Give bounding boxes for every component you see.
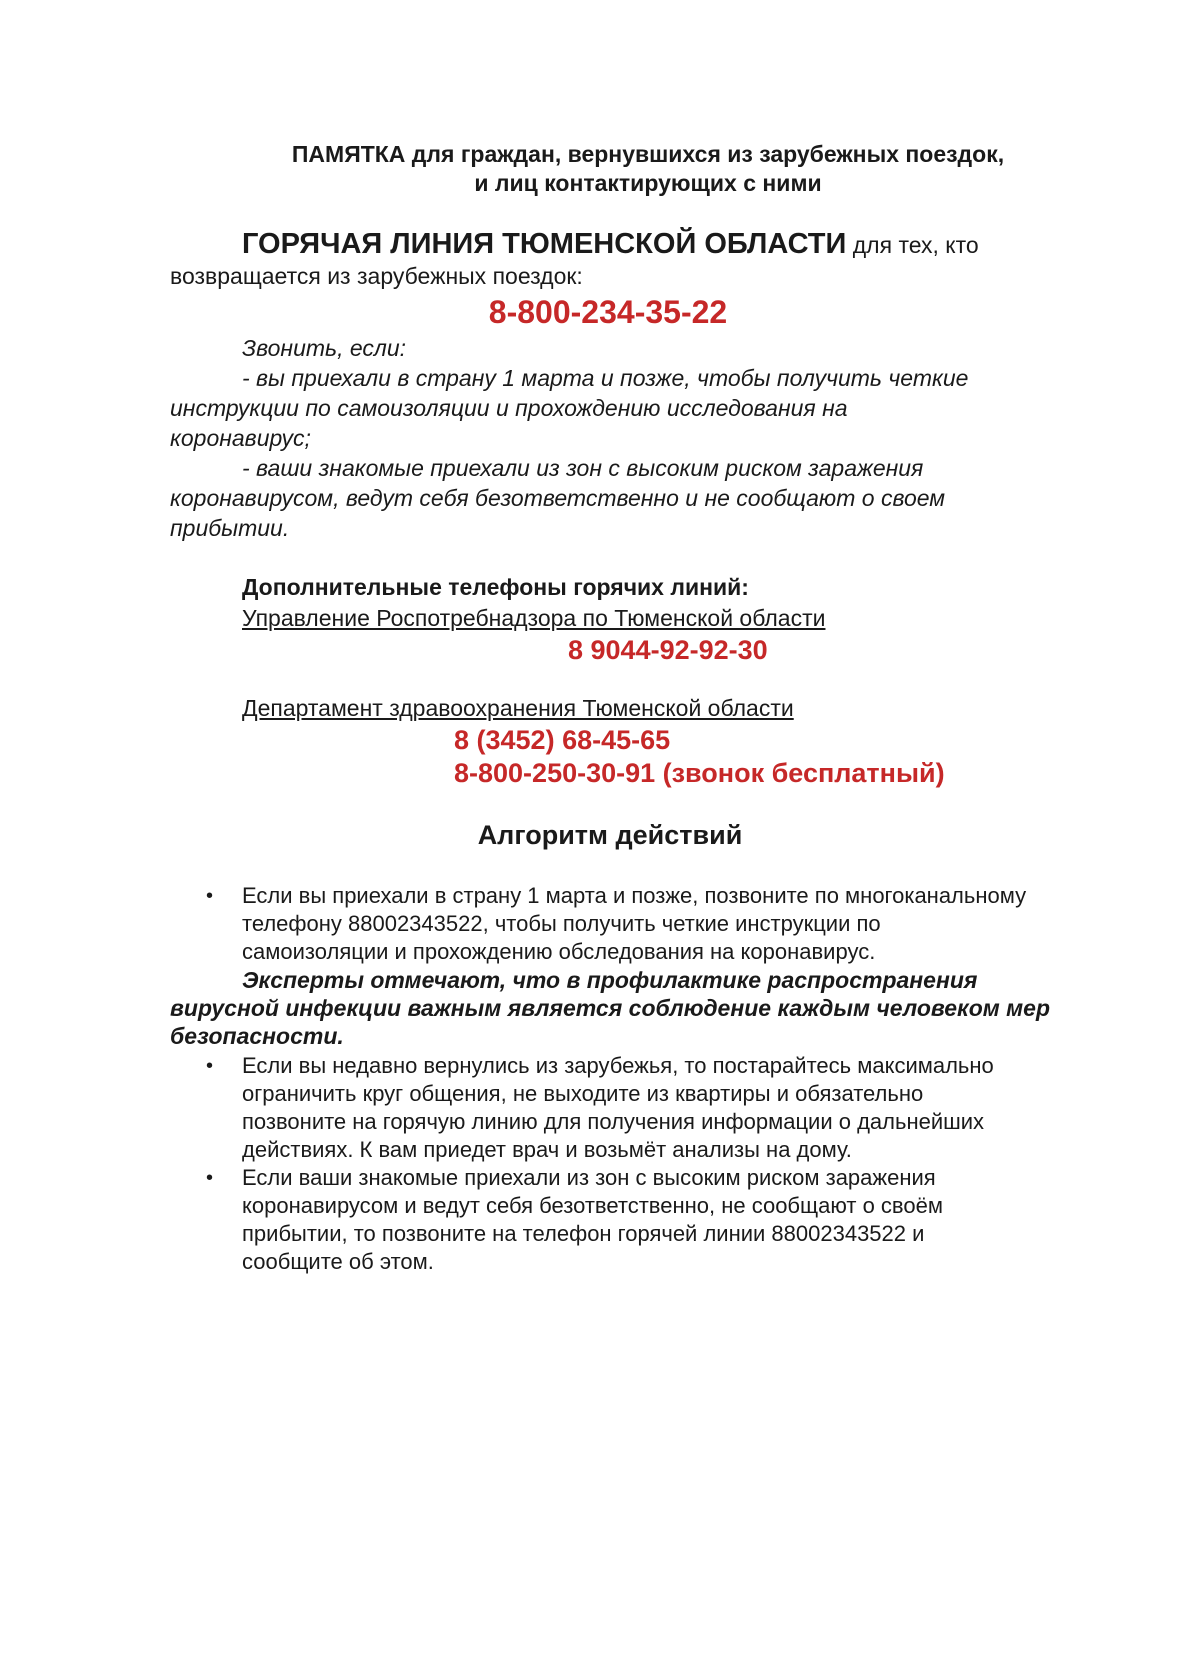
call-item-2-line-2: коронавирусом, ведут себя безответственно и не сообщают о своем	[170, 485, 946, 511]
org-health-phone-1[interactable]: 8 (3452) 68-45-65	[454, 725, 671, 755]
algorithm-heading: Алгоритм действий	[477, 820, 743, 850]
algorithm-item-1-line-1: Если вы приехали в страну 1 марта и позже, позвоните по многоканальному	[242, 883, 1027, 908]
experts-note	[170, 966, 1120, 1050]
bullet-icon: •	[206, 1055, 214, 1077]
algorithm-item-2-line-4: действиях. К вам приедет врач и возьмёт анализы на дому.	[242, 1137, 852, 1162]
extra-phones-section	[242, 572, 1082, 790]
org-health-phone-2[interactable]: 8-800-250-30-91 (звонок бесплатный)	[454, 758, 945, 788]
call-item-1-line-1: - вы приехали в страну 1 марта и позже, чтобы получить четкие	[242, 365, 969, 391]
algorithm-item-3-line-1: Если ваши знакомые приехали из зон с высоким риском заражения	[242, 1165, 936, 1190]
algorithm-item-2	[170, 1052, 1120, 1164]
hotline-heading-tail: для тех, кто	[846, 232, 979, 258]
algorithm-item-1	[170, 882, 1120, 966]
algorithm-item-3-line-3: прибытии, то позвоните на телефон горячей линии 88002343522 и	[242, 1221, 925, 1246]
org-rospotrebnadzor: Управление Роспотребнадзора по Тюменской области	[242, 605, 826, 631]
algorithm-item-3-line-4: сообщите об этом.	[242, 1249, 434, 1274]
hotline-section	[170, 229, 1070, 292]
extra-phones-heading: Дополнительные телефоны горячих линий:	[242, 574, 749, 600]
call-item-1-line-3: коронавирус;	[170, 425, 311, 451]
title-line-1: ПАМЯТКА для граждан, вернувшихся из зарубежных поездок,	[291, 141, 1005, 167]
document-title	[170, 140, 1090, 198]
hotline-phone[interactable]: 8-800-234-35-22	[488, 294, 728, 330]
algorithm-item-3	[170, 1164, 1120, 1276]
algorithm-item-1-line-3: самоизоляции и прохождению обследования на коронавирус.	[242, 939, 876, 964]
call-item-1-line-2: инструкции по самоизоляции и прохождению исследования на	[170, 395, 848, 421]
hotline-subline: возвращается из зарубежных поездок:	[170, 263, 583, 289]
experts-note-line-1: Эксперты отмечают, что в профилактике распространения	[242, 967, 978, 993]
algorithm-list	[170, 882, 1120, 1276]
experts-note-line-3: безопасности.	[170, 1023, 344, 1049]
bullet-icon: •	[206, 885, 214, 907]
org-health-department: Департамент здравоохранения Тюменской области	[242, 695, 794, 721]
call-item-2-line-3: прибытии.	[170, 515, 290, 541]
bullet-icon: •	[206, 1167, 214, 1189]
org-rospotrebnadzor-phone[interactable]: 8 9044-92-92-30	[568, 635, 768, 665]
algorithm-item-3-line-2: коронавирусом и ведут себя безответственно, не сообщают о своём	[242, 1193, 943, 1218]
experts-note-line-2: вирусной инфекции важным является соблюдение каждым человеком мер	[170, 995, 1050, 1021]
hotline-heading: ГОРЯЧАЯ ЛИНИЯ ТЮМЕНСКОЙ ОБЛАСТИ	[242, 228, 847, 260]
algorithm-item-2-line-3: позвоните на горячую линию для получения информации о дальнейших	[242, 1109, 985, 1134]
call-intro: Звонить, если:	[242, 335, 407, 361]
algorithm-item-2-line-1: Если вы недавно вернулись из зарубежья, то постарайтесь максимально	[242, 1053, 994, 1078]
call-conditions	[170, 333, 1080, 543]
algorithm-item-1-line-2: телефону 88002343522, чтобы получить четкие инструкции по	[242, 911, 881, 936]
call-item-2-line-1: - ваши знакомые приехали из зон с высоким риском заражения	[242, 455, 924, 481]
algorithm-item-2-line-2: ограничить круг общения, не выходите из квартиры и обязательно	[242, 1081, 924, 1106]
title-line-2: и лиц контактирующих с ними	[474, 170, 822, 196]
